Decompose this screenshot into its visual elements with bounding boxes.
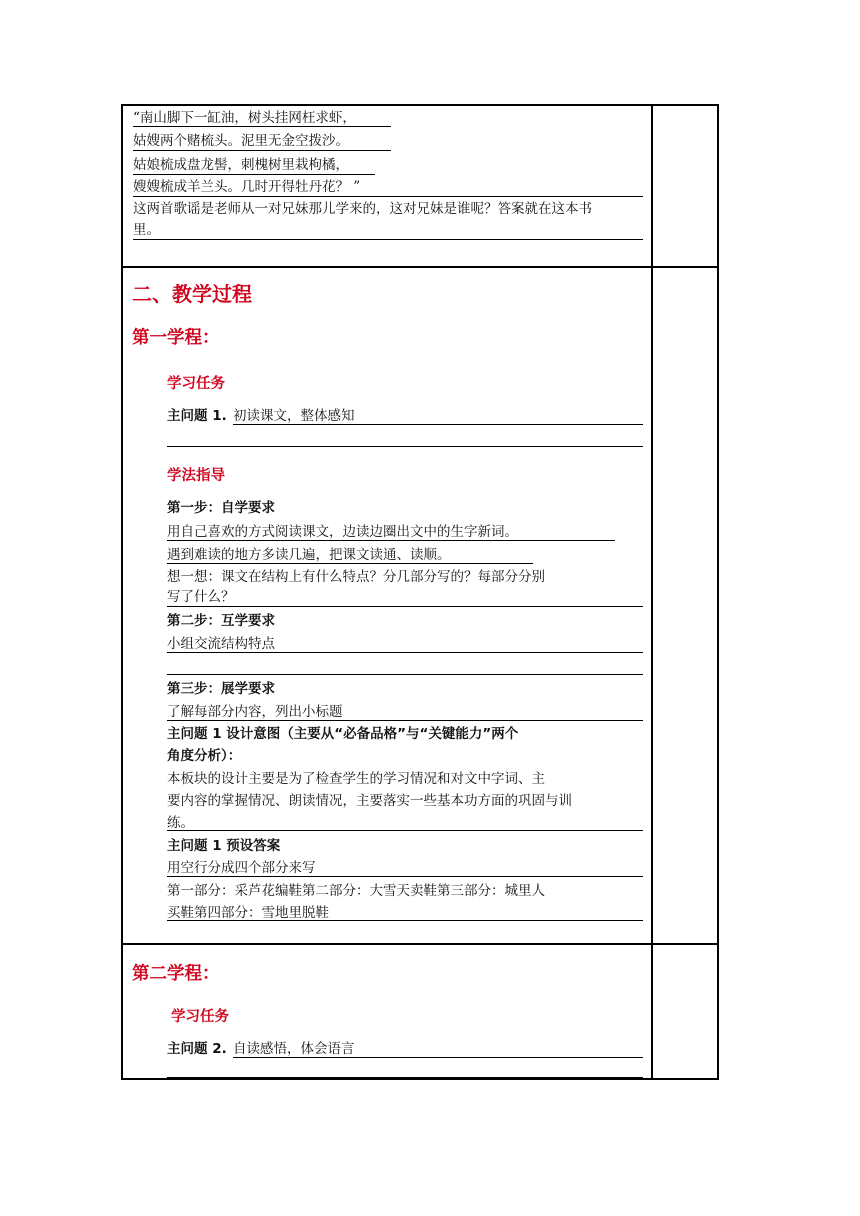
guide-heading: 学法指导 xyxy=(167,468,225,484)
phase1-title: 第一学程： xyxy=(132,328,220,348)
answer-blank-line xyxy=(167,446,643,447)
answer-line-2: 第一部分：采芦花编鞋第二部分：大雪天卖鞋第三部分：城里人 xyxy=(167,883,545,899)
q2-label: 主问题 2. xyxy=(167,1041,227,1057)
answer-blank-line xyxy=(167,674,643,675)
answer-blank-line xyxy=(167,1077,643,1078)
intent-line-3: 练。 xyxy=(167,815,194,831)
underline xyxy=(133,126,391,127)
underline xyxy=(133,150,391,151)
song-intro-line-2: 里。 xyxy=(133,222,160,238)
underline xyxy=(133,196,643,197)
underline xyxy=(167,606,643,607)
song-line-3: 姑娘梳成盘龙髻，刺槐树里栽枸橘， xyxy=(133,157,349,173)
phase1-cell xyxy=(123,268,651,943)
underline xyxy=(167,563,533,564)
step2-label: 第二步：互学要求 xyxy=(167,613,275,629)
answer-label: 主问题 1 预设答案 xyxy=(167,838,281,854)
song-line-2: 姑嫂两个赌梳头。泥里无金空拨沙。 xyxy=(133,133,349,149)
step1-line-1: 用自己喜欢的方式阅读课文，边读边圈出文中的生字新词。 xyxy=(167,524,518,540)
underline xyxy=(233,424,643,425)
underline xyxy=(233,1057,643,1058)
underline xyxy=(167,830,643,831)
underline xyxy=(133,174,375,175)
underline xyxy=(167,540,615,541)
song-line-4: 嫂嫂梳成羊兰头。几时开得牡丹花？ ” xyxy=(133,179,361,195)
song-intro-line-1: 这两首歌谣是老师从一对兄妹那儿学来的，这对兄妹是谁呢？答案就在这本书 xyxy=(133,201,592,217)
section-title: 二、教学过程 xyxy=(132,282,252,306)
underline xyxy=(167,652,643,653)
song-cell xyxy=(123,106,651,266)
underline xyxy=(133,239,643,240)
song-line-1: “南山脚下一缸油，树头挂网枉求虾， xyxy=(133,110,356,126)
answer-line-3: 买鞋第四部分：雪地里脱鞋 xyxy=(167,905,329,921)
step1-line-3: 想一想：课文在结构上有什么特点？分几部分写的？每部分分别 xyxy=(167,569,545,585)
phase2-task-heading: 学习任务 xyxy=(171,1009,229,1025)
intent-line-1: 本板块的设计主要是为了检查学生的学习情况和对文中字词、主 xyxy=(167,771,545,787)
step3-line-1: 了解每部分内容，列出小标题 xyxy=(167,704,343,720)
intent-label-1: 主问题 1 设计意图（主要从“必备品格”与“关键能力”两个 xyxy=(167,726,519,742)
q1-text: 初读课文，整体感知 xyxy=(233,408,355,424)
q1-label: 主问题 1. xyxy=(167,408,227,424)
step2-line-1: 小组交流结构特点 xyxy=(167,636,275,652)
task-heading: 学习任务 xyxy=(167,376,225,392)
step1-label: 第一步：自学要求 xyxy=(167,500,275,516)
phase2-title: 第二学程： xyxy=(132,964,220,984)
lesson-plan-table xyxy=(121,104,719,1080)
step1-line-2: 遇到难读的地方多读几遍，把课文读通、读顺。 xyxy=(167,547,451,563)
column-divider xyxy=(651,106,653,1078)
step3-label: 第三步：展学要求 xyxy=(167,681,275,697)
phase2-cell xyxy=(123,945,651,1080)
underline xyxy=(167,720,643,721)
step1-line-4: 写了什么？ xyxy=(167,589,235,605)
underline xyxy=(167,876,643,877)
intent-line-2: 要内容的掌握情况、朗读情况，主要落实一些基本功方面的巩固与训 xyxy=(167,793,572,809)
q2-text: 自读感悟，体会语言 xyxy=(233,1041,355,1057)
intent-label-2: 角度分析）： xyxy=(167,748,242,764)
underline xyxy=(167,920,643,921)
answer-line-1: 用空行分成四个部分来写 xyxy=(167,860,316,876)
